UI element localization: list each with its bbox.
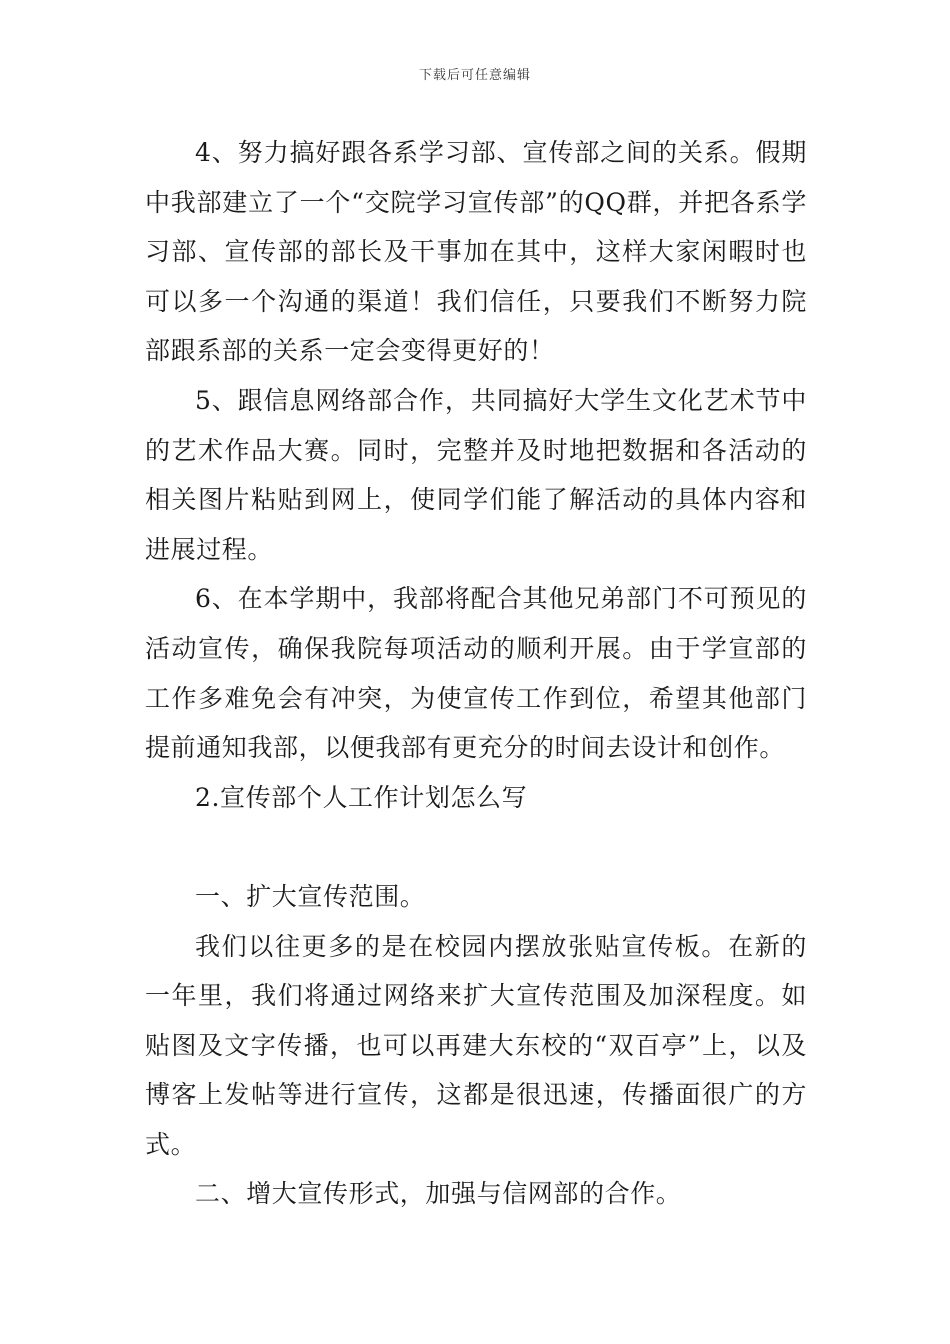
blank-line bbox=[145, 822, 807, 872]
subheading-one: 一、扩大宣传范围。 bbox=[195, 881, 426, 911]
subheading-two: 二、增大宣传形式，加强与信网部的合作。 bbox=[195, 1179, 682, 1209]
paragraph-item-5: 5、跟信息网络部合作，共同搞好大学生文化艺术节中的艺术作品大赛。同时，完整并及时地把数据和各活动的相关图片粘贴到网上，使同学们能了解活动的具体内容和进展过程。 bbox=[145, 385, 807, 564]
section-heading: 2.宣传部个人工作计划怎么写 bbox=[195, 782, 528, 812]
paragraph-item-4: 4、努力搞好跟各系学习部、宣传部之间的关系。假期中我部建立了一个“交院学习宣传部”的QQ群，并把各系学习部、宣传部的部长及干事加在其中，这样大家闲暇时也可以多一个沟通的渠道！我们信任，只要我们不断努力院部跟系部的关系一定会变得更好的！ bbox=[145, 138, 807, 366]
paragraph-item-6: 6、在本学期中，我部将配合其他兄弟部门不可预见的活动宣传，确保我院每项活动的顺利开展。由于学宣部的工作多难免会有冲突，为使宣传工作到位，希望其他部门提前通知我部，以便我部有更充分的时间去设计和创作。 bbox=[145, 584, 807, 763]
paragraph-body: 我们以往更多的是在校园内摆放张贴宣传板。在新的一年里，我们将通过网络来扩大宣传范围及加深程度。如贴图及文字传播，也可以再建大东校的“双百亭”上，以及博客上发帖等进行宣传，这都是很迅速，传播面很广的方式。 bbox=[145, 931, 807, 1159]
document-body bbox=[145, 128, 807, 1219]
page-header: 下载后可任意编辑 bbox=[418, 68, 531, 83]
